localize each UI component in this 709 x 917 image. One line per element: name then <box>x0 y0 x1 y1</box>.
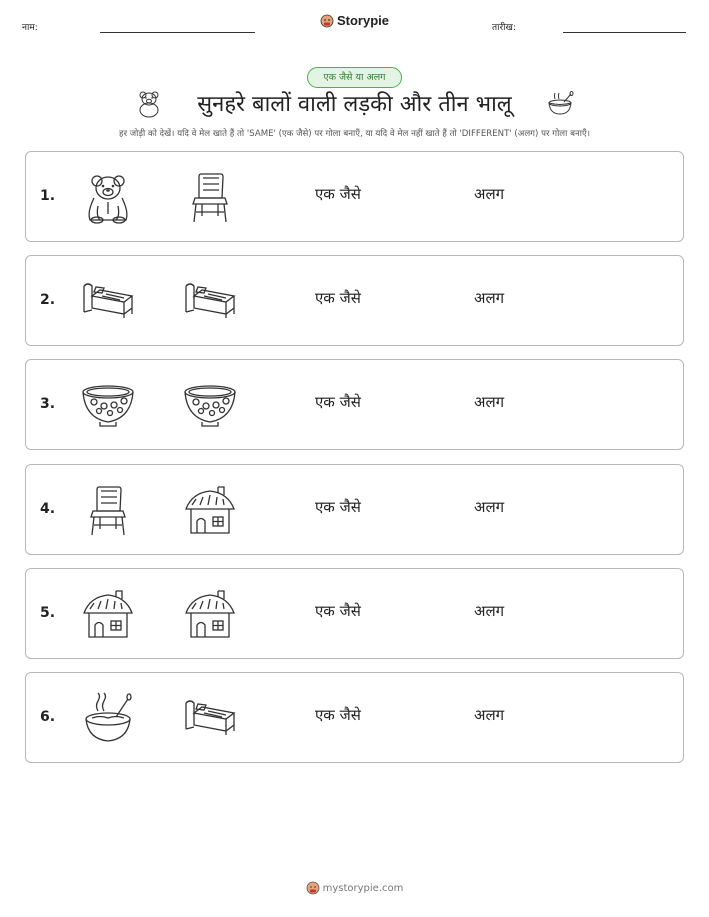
item-number: 5. <box>40 604 56 621</box>
item-number: 4. <box>40 500 56 517</box>
different-option[interactable]: अलग <box>474 601 505 620</box>
porridge-icon <box>546 90 574 116</box>
bowl-icon <box>182 378 238 434</box>
item-card <box>25 464 684 555</box>
footer <box>0 881 709 895</box>
name-label: नाम: <box>22 23 38 33</box>
bed-icon <box>182 691 238 747</box>
item-number: 2. <box>40 292 56 309</box>
page-title: सुनहरे बालों वाली लड़की और तीन भालू <box>197 92 512 117</box>
porridge-icon <box>80 691 136 747</box>
item-number: 1. <box>40 188 56 204</box>
item-card <box>25 151 684 242</box>
item-number: 3. <box>40 396 56 413</box>
item-card <box>25 568 684 659</box>
footer-url: mystorypie.com <box>322 883 404 894</box>
same-option[interactable]: एक जैसे <box>315 706 361 724</box>
item-card <box>25 672 684 763</box>
cottage-icon <box>182 483 238 539</box>
bed-icon <box>80 274 136 330</box>
cottage-icon <box>80 587 136 643</box>
worksheet-type-badge: एक जैसे या अलग <box>307 67 402 88</box>
different-option[interactable]: अलग <box>474 289 505 308</box>
chair-icon <box>182 170 238 226</box>
different-option[interactable]: अलग <box>474 706 505 724</box>
date-label: तारीख: <box>492 23 516 33</box>
same-option[interactable]: एक जैसे <box>315 289 361 308</box>
storypie-logo-icon <box>306 881 320 895</box>
name-line[interactable] <box>100 32 255 33</box>
same-option[interactable]: एक जैसे <box>315 497 361 516</box>
bowl-icon <box>80 378 136 434</box>
different-option[interactable]: अलग <box>474 497 505 516</box>
instructions: हर जोड़ी को देखें। यदि वे मेल खाते हैं तो 'SAME' (एक जैसे) पर गोला बनाएँ, या यदि वे मेल नहीं खाते हैं तो 'DIFFERENT' (अलग) पर गोला बनाएँ। <box>119 129 590 139</box>
item-card <box>25 359 684 450</box>
different-option[interactable]: अलग <box>474 393 505 412</box>
different-option[interactable]: अलग <box>474 185 505 203</box>
bear-icon <box>80 170 136 226</box>
same-option[interactable]: एक जैसे <box>315 393 361 412</box>
date-line[interactable] <box>563 32 686 33</box>
item-number: 6. <box>40 709 56 725</box>
storypie-logo-icon <box>320 14 334 28</box>
item-card <box>25 255 684 346</box>
brand-logo <box>0 13 709 28</box>
cottage-icon <box>182 587 238 643</box>
brand-name: Storypie <box>336 13 389 28</box>
same-option[interactable]: एक जैसे <box>315 185 361 203</box>
bear-icon <box>136 90 162 118</box>
bed-icon <box>182 274 238 330</box>
same-option[interactable]: एक जैसे <box>315 601 361 620</box>
chair-icon <box>80 483 136 539</box>
